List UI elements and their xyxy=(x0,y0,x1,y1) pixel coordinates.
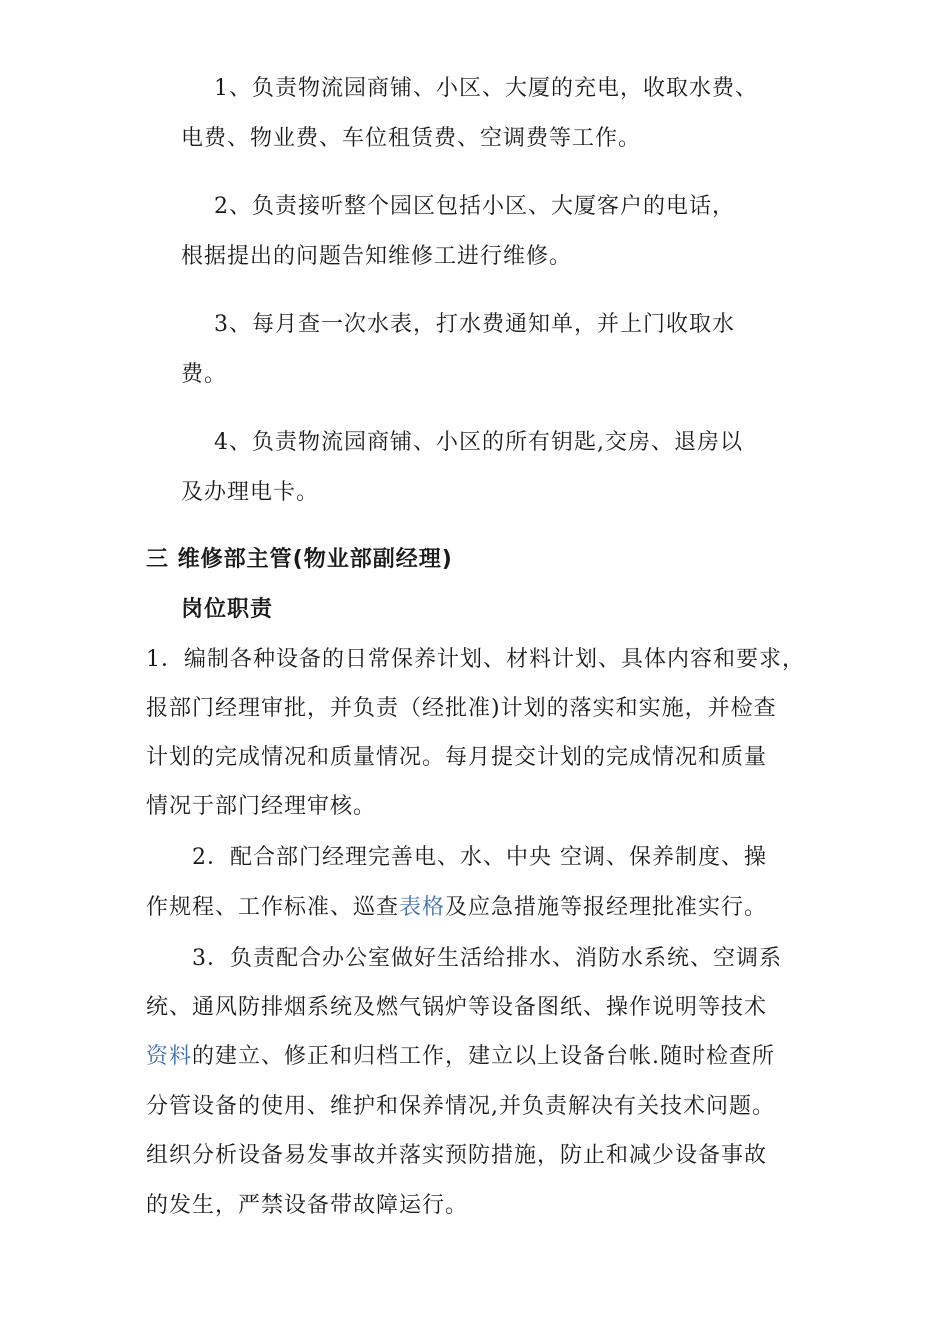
duty-1-line-2: 报部门经理审批，并负责（经批准)计划的落实和实施，并检查 xyxy=(146,696,777,721)
item-3-line-2: 费。 xyxy=(181,362,228,387)
duty-1-line-4: 情况于部门经理审核。 xyxy=(146,794,377,819)
table-link[interactable]: 表格 xyxy=(399,895,446,920)
duty-3-line-6: 的发生，严禁设备带故障运行。 xyxy=(146,1193,469,1218)
duty-3-line-5: 组织分析设备易发事故并落实预防措施，防止和减少设备事故 xyxy=(146,1143,768,1168)
duty-3-line-3 xyxy=(146,1042,775,1072)
item-4-line-1: 4、负责物流园商铺、小区的所有钥匙,交房、退房以 xyxy=(214,430,743,455)
duty-2-line-2-text-a: 作规程、工作标准、巡查 xyxy=(146,895,400,920)
duty-3-line-3-text: 的建立、修正和归档工作，建立以上设备台帐.随时检查所 xyxy=(192,1044,776,1069)
section-title: 三 维修部主管(物业部副经理) xyxy=(146,547,453,572)
duty-2-line-2 xyxy=(146,893,767,923)
duty-3-line-1: 3．负责配合办公室做好生活给排水、消防水系统、空调系 xyxy=(192,946,782,971)
duty-3-line-2: 统、通风防排烟系统及燃气锅炉等设备图纸、操作说明等技术 xyxy=(146,995,768,1020)
duty-2-line-2-text-b: 及应急措施等报经理批准实行。 xyxy=(445,895,768,920)
duty-1-line-3: 计划的完成情况和质量情况。每月提交计划的完成情况和质量 xyxy=(146,745,768,770)
item-2-line-2: 根据提出的问题告知维修工进行维修。 xyxy=(181,244,573,269)
item-1-line-2: 电费、物业费、车位租赁费、空调费等工作。 xyxy=(181,126,642,151)
materials-link[interactable]: 资料 xyxy=(146,1044,193,1069)
duty-1-line-1: 1．编制各种设备的日常保养计划、材料计划、具体内容和要求， xyxy=(146,647,805,672)
duty-2-line-1: 2．配合部门经理完善电、水、中央 空调、保养制度、操 xyxy=(192,845,767,870)
duty-3-line-4: 分管设备的使用、维护和保养情况,并负责解决有关技术问题。 xyxy=(146,1094,775,1119)
item-1-line-1: 1、负责物流园商铺、小区、大厦的充电，收取水费、 xyxy=(214,76,758,101)
item-3-line-1: 3、每月查一次水表，打水费通知单，并上门收取水 xyxy=(214,312,735,337)
item-4-line-2: 及办理电卡。 xyxy=(181,480,320,505)
item-2-line-1: 2、负责接听整个园区包括小区、大厦客户的电话， xyxy=(214,194,735,219)
section-subtitle: 岗位职责 xyxy=(181,597,274,622)
